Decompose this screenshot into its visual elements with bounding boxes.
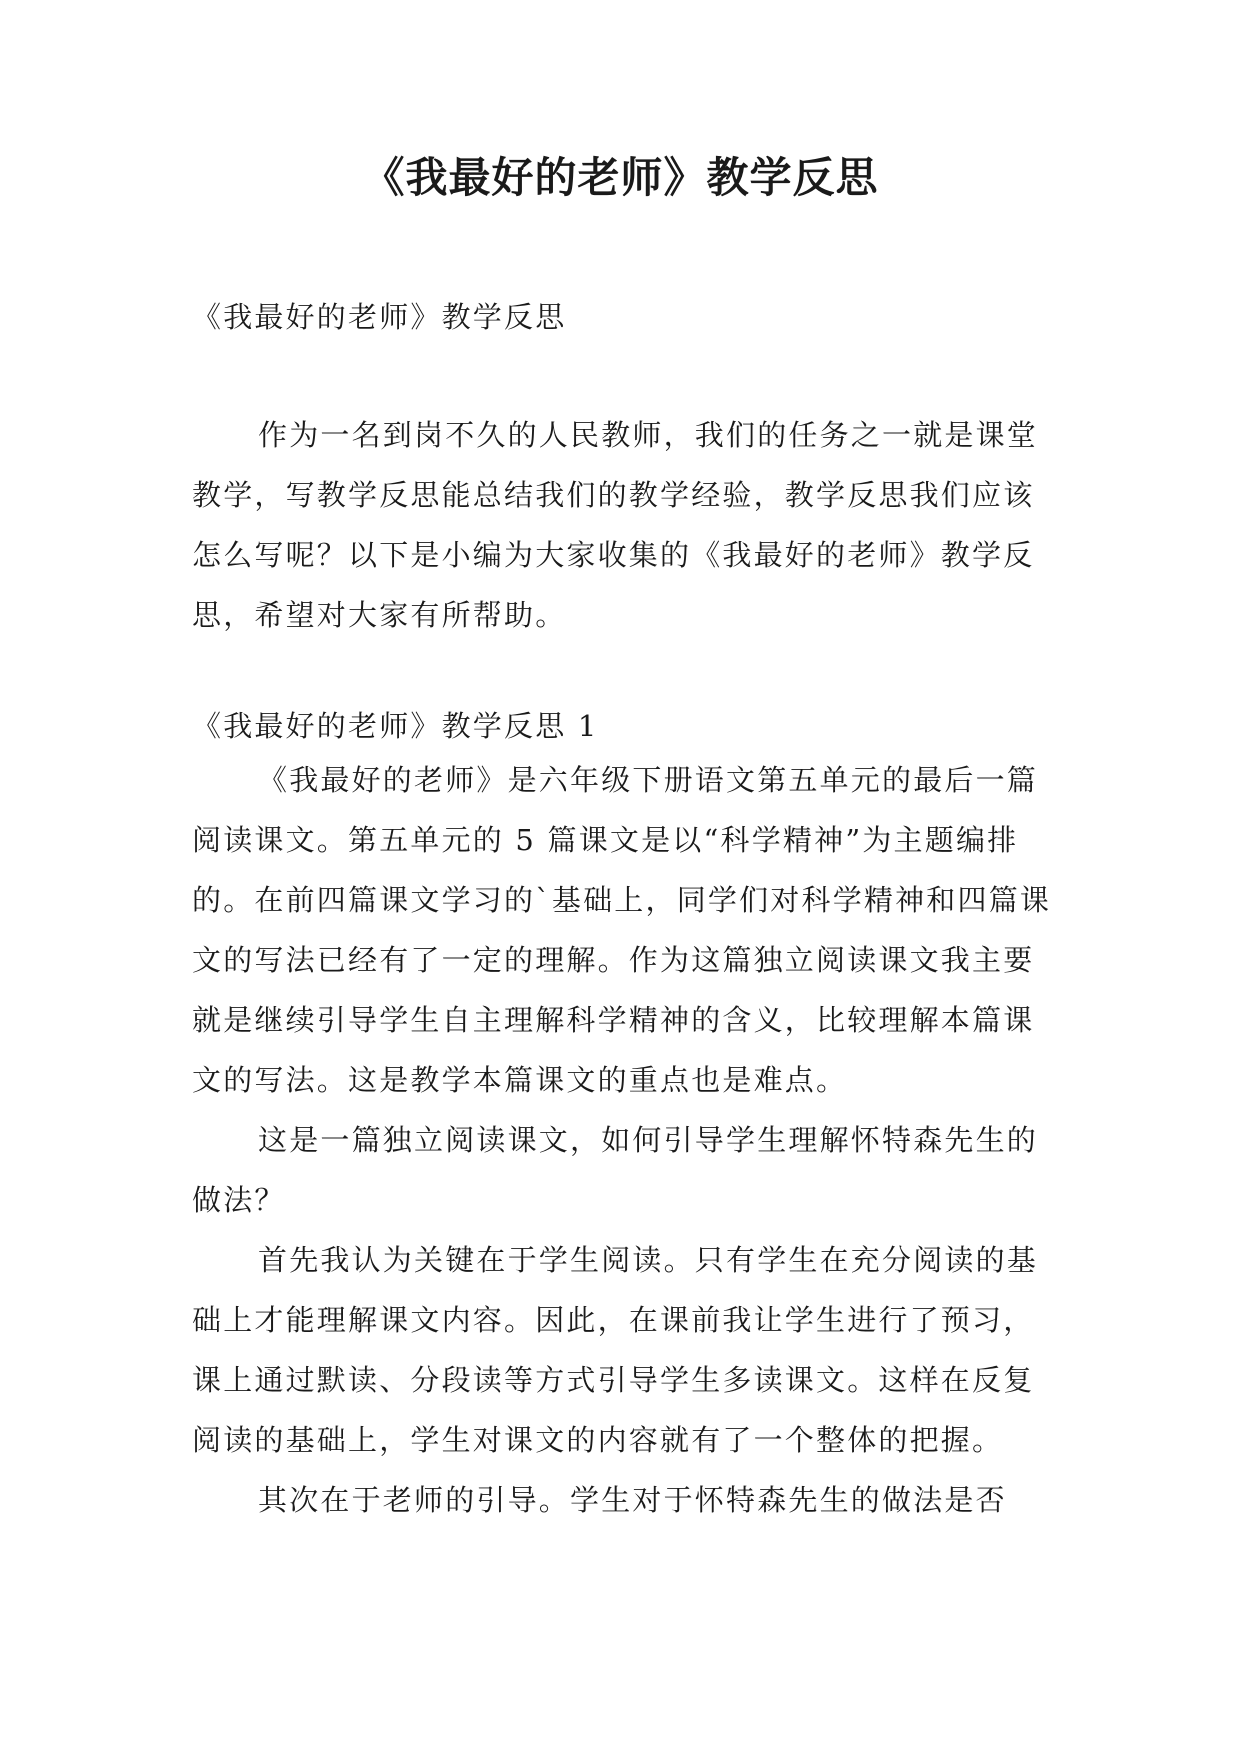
section-paragraph: 其次在于老师的引导。学生对于怀特森先生的做法是否 <box>258 1483 1007 1517</box>
document-title: 《我最好的老师》教学反思 <box>362 153 879 202</box>
document-subtitle: 《我最好的老师》教学反思 <box>192 300 567 334</box>
intro-paragraph: 作为一名到岗不久的人民教师，我们的任务之一就是课堂教学，写教学反思能总结我们的教学经验，教学反思我们应该怎么写呢？以下是小编为大家收集的《我最好的老师》教学反思，希望对大家有所帮助。 <box>192 418 1039 632</box>
section-paragraph: 这是一篇独立阅读课文，如何引导学生理解怀特森先生的做法？ <box>192 1123 1039 1217</box>
section-heading: 《我最好的老师》教学反思 1 <box>192 709 599 743</box>
section-paragraph: 首先我认为关键在于学生阅读。只有学生在充分阅读的基础上才能理解课文内容。因此，在课前我让学生进行了预习，课上通过默读、分段读等方式引导学生多读课文。这样在反复阅读的基础上，学生对课文的内容就有了一个整体的把握。 <box>192 1243 1039 1457</box>
section-body <box>192 750 1052 1530</box>
section-paragraph: 《我最好的老师》是六年级下册语文第五单元的最后一篇阅读课文。第五单元的 5 篇课文是以“科学精神”为主题编排的。在前四篇课文学习的`基础上，同学们对科学精神和四篇课文的写法已经有了一定的理解。作为这篇独立阅读课文我主要就是继续引导学生自主理解科学精神的含义，比较理解本篇课文的写法。这是教学本篇课文的重点也是难点。 <box>192 763 1052 1097</box>
